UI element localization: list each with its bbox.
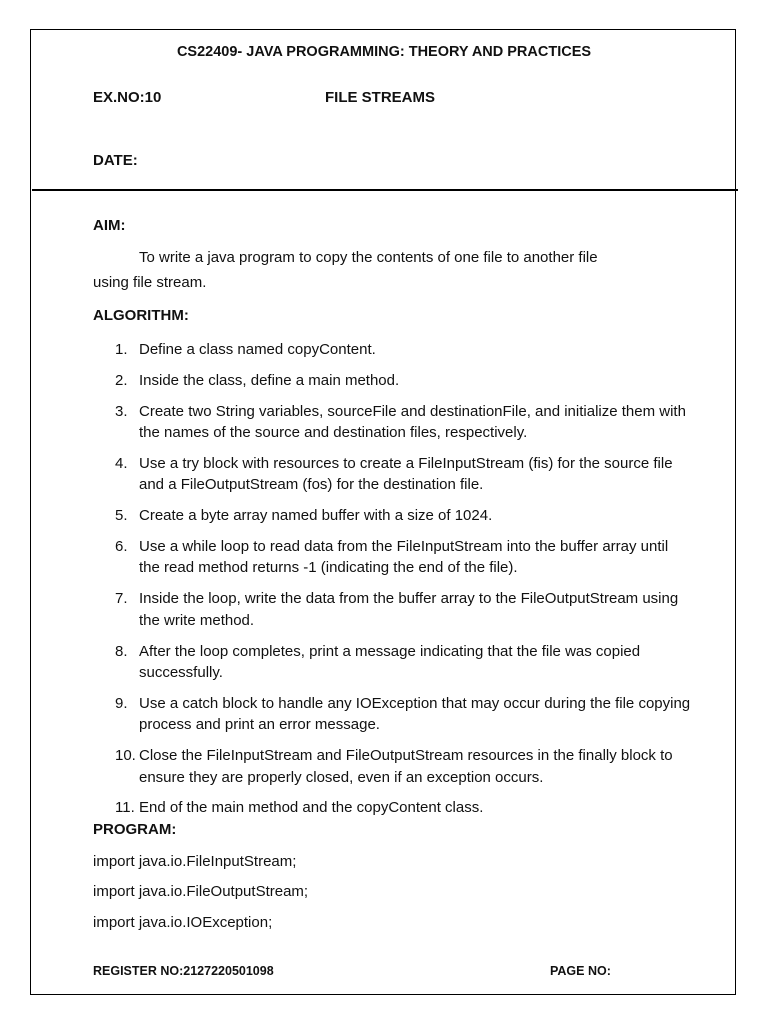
page-number-label: PAGE NO: — [550, 964, 611, 978]
register-number: REGISTER NO:2127220501098 — [93, 964, 274, 978]
exercise-title: FILE STREAMS — [325, 89, 436, 106]
step-text: Create a byte array named buffer with a size of 1024. — [139, 507, 493, 525]
algorithm-step — [93, 588, 693, 631]
step-number: 11. — [115, 799, 135, 817]
course-title: CS22409- JAVA PROGRAMMING: THEORY AND PRACTICES — [176, 44, 592, 60]
step-number: 9. — [115, 694, 128, 712]
program-heading: PROGRAM: — [93, 821, 177, 838]
code-line: import java.io.IOException; — [93, 914, 273, 931]
aim-heading: AIM: — [93, 217, 126, 234]
algorithm-heading: ALGORITHM: — [93, 307, 189, 324]
step-text: Use a catch block to handle any IOException that may occur during the file copying process and print an error message. — [139, 694, 691, 734]
step-number: 1. — [115, 341, 128, 358]
code-line: import java.io.FileOutputStream; — [93, 883, 309, 900]
algorithm-step — [93, 505, 693, 527]
aim-text-line-2: using file stream. — [93, 274, 207, 291]
step-text: End of the main method and the copyContent class. — [139, 799, 484, 817]
date-label: DATE: — [93, 152, 138, 169]
algorithm-step — [93, 797, 693, 819]
algorithm-step — [93, 641, 693, 684]
code-line: import java.io.FileInputStream; — [93, 853, 297, 870]
step-text: Inside the class, define a main method. — [139, 371, 400, 389]
algorithm-step — [93, 401, 693, 444]
step-number: 8. — [115, 642, 128, 660]
step-text: Define a class named copyContent. — [139, 341, 376, 358]
algorithm-step — [93, 693, 693, 736]
algorithm-step — [93, 370, 693, 392]
step-number: 3. — [115, 402, 128, 420]
step-number: 7. — [115, 590, 128, 608]
step-text: Close the FileInputStream and FileOutputStream resources in the finally block to ensure they are properly closed, even if an exception occurs. — [139, 747, 673, 786]
algorithm-step — [93, 745, 693, 788]
algorithm-steps — [93, 339, 693, 828]
step-number: 5. — [115, 507, 128, 525]
step-number: 2. — [115, 371, 128, 389]
step-number: 6. — [115, 537, 128, 555]
step-text: Inside the loop, write the data from the buffer array to the FileOutputStream using the write method. — [139, 590, 679, 629]
exercise-number: EX.NO:10 — [93, 89, 162, 106]
header-divider — [32, 189, 738, 191]
algorithm-step — [93, 339, 693, 361]
step-number: 10. — [115, 747, 136, 765]
algorithm-step — [93, 453, 693, 496]
step-text: Create two String variables, sourceFile and destinationFile, and initialize them with the names of the source and destination files, respectively. — [139, 402, 686, 442]
step-text: Use a while loop to read data from the FileInputStream into the buffer array until the read method returns -1 (indicating the end of the file). — [139, 537, 669, 577]
step-text: After the loop completes, print a message indicating that the file was copied successfully. — [139, 642, 641, 682]
step-text: Use a try block with resources to create a FileInputStream (fis) for the source file and a FileOutputStream (fos) for the destination file. — [139, 454, 673, 494]
algorithm-step — [93, 536, 693, 579]
step-number: 4. — [115, 454, 128, 472]
aim-text-line-1: To write a java program to copy the contents of one file to another file — [139, 249, 598, 266]
